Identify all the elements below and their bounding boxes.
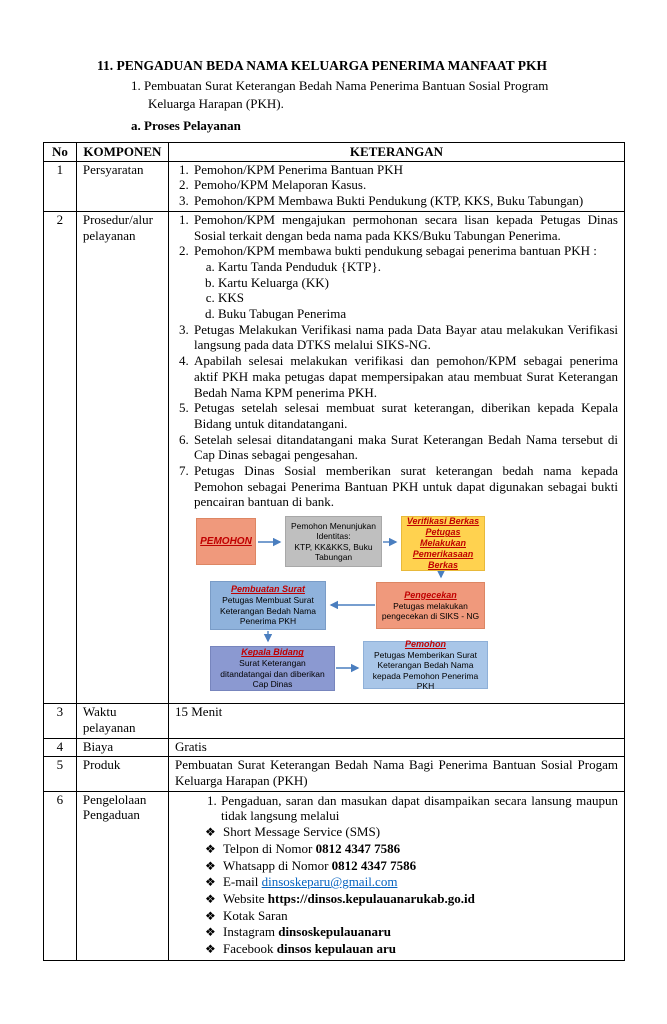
row-no: 1 [44,161,77,211]
table-row-produk [44,757,625,791]
flow-box-body: Petugas melakukan pengecekan di SIKS - NG [381,600,480,622]
row-no: 2 [44,211,77,703]
flow-box-body: Petugas Membuat Surat Keterangan Bedah Nama Penerima PKH [220,595,316,627]
flow-box-title: Verifikasi Berkas Petugas Melakukan Pemerikasaan Berkas [406,516,480,571]
list-item [192,243,618,322]
flow-box-body: KTP, KK&KKS, Buku Tabungan [294,541,373,563]
row-komponen: Produk [76,757,168,791]
contact-phone-number: 0812 4347 7586 [331,857,417,873]
diamond-bullet-icon: ❖ [204,942,216,957]
sub-list-item: c. KKS [218,290,618,306]
flow-box-body: Petugas Memberikan Surat Keterangan Bedah Nama kepada Pemohon Penerima PKH [372,649,479,692]
contact-text: Whatsapp di Nomor [222,857,332,873]
contact-item-facebook [205,941,618,958]
flow-box-pemohon [196,518,256,565]
contact-text: Website [222,890,268,906]
table-row-prosedur [44,211,625,703]
list-item: 5. Petugas setelah selesai membuat surat keterangan, diberikan kepada Kepala Bidang untuk ditandatangani. [192,400,618,431]
row-komponen: Biaya [76,738,168,757]
flow-box-title: Kepala Bidang [241,647,304,658]
contact-item-telpon [205,841,618,858]
persyaratan-list [175,162,618,209]
website-url: https://dinsos.kepulauanarukab.go.id [267,890,475,906]
col-header-komponen: KOMPONEN [76,143,168,162]
diamond-bullet-icon: ❖ [204,908,216,923]
row-keterangan [168,161,624,211]
diamond-bullet-icon: ❖ [204,858,216,873]
bukti-sub-list [194,259,618,322]
sub-list-item: a. Kartu Tanda Penduduk {KTP}. [218,259,618,275]
email-link[interactable]: dinsoskeparu@gmail.com [261,874,398,890]
flow-box-title: Pemohon [404,638,446,649]
table-header-row [44,143,625,162]
contact-text: Short Message Service (SMS) [222,824,381,840]
flow-box-title: Pengecekan [404,589,457,600]
list-item: 1. Pemohon/KPM Penerima Bantuan PKH [192,162,618,178]
service-table [43,142,625,961]
flow-box-pemohon-penerima [363,638,488,692]
list-item: 2. Pemoho/KPM Melaporan Kasus. [192,177,618,193]
row-keterangan: Pembuatan Surat Keterangan Bedah Nama Bagi Penerima Bantuan Sosial Progam Keluarga Harapan (PKH) [168,757,624,791]
contact-text: E-mail [222,874,262,890]
contact-item-instagram [205,924,618,941]
table-row-pengelolaan [44,791,625,960]
flow-box-pengecekan [376,582,485,629]
pengaduan-intro [175,793,618,824]
row-keterangan: Gratis [168,738,624,757]
row-no: 6 [44,791,77,960]
flow-box-pembuatan-surat [210,581,326,630]
contact-phone-number: 0812 4347 7586 [315,840,401,856]
row-komponen: Pengelolaan Pengaduan [76,791,168,960]
contact-text: Telpon di Nomor [222,840,316,856]
prosedur-list [175,212,618,510]
contact-item-website [205,891,618,908]
service-flowchart [175,515,618,699]
list-item: 4. Apabilah selesai melakukan verifikasi dan pemohon/KPM sebagai penerima aktif PKH maka petugas dapat mempersipakan atau membuat Surat Keterangan Bedah Nama KPM penerima PKH. [192,353,618,400]
col-header-keterangan: KETERANGAN [168,143,624,162]
contact-text: Instagram [222,924,279,940]
table-row-waktu [44,704,625,738]
list-item-text: Pemohon/KPM membawa bukti pendukung sebagai penerima bantuan PKH : [193,243,597,259]
row-no: 4 [44,738,77,757]
row-komponen: Persyaratan [76,161,168,211]
row-no: 5 [44,757,77,791]
subtitle-line-2: Keluarga Harapan (PKH). [148,96,284,111]
row-keterangan: 15 Menit [168,704,624,738]
list-item: 1. Pemohon/KPM mengajukan permohonan secara lisan kepada Petugas Dinas Sosial terkait dengan beda nama pada KKS/Buku Tabungan Penerima. [192,212,618,243]
flow-box-kepala-bidang [210,646,335,691]
contact-text: Facebook [222,941,277,957]
section-label: a. Proses Pelayanan [131,118,241,133]
flow-box-verifikasi [401,516,485,571]
row-komponen: Prosedur/alur pelayanan [76,211,168,703]
diamond-bullet-icon: ❖ [204,875,216,890]
contact-item-email [205,874,618,891]
facebook-handle: dinsos kepulauan aru [276,941,397,957]
table-row-persyaratan [44,161,625,211]
contact-channel-list [175,824,618,958]
flow-box-title: PEMOHON [200,536,252,548]
row-keterangan [168,211,624,703]
flow-box-body: Surat Keterangan ditandatangai dan diberikan Cap Dinas [220,658,325,690]
row-no: 3 [44,704,77,738]
sub-list-item: b. Kartu Keluarga (KK) [218,275,618,291]
flow-box-body: Pemohon Menunjukan Identitas: [290,520,377,542]
col-header-no: No [44,143,77,162]
diamond-bullet-icon: ❖ [204,891,216,906]
row-keterangan [168,791,624,960]
list-item: 6. Setelah selesai ditandatangani maka Surat Keterangan Bedah Nama tersebut di Cap Dinas sebagai pengesahan. [192,432,618,463]
flow-box-identitas [285,516,382,567]
subtitle-line-1: 1. Pembuatan Surat Keterangan Bedah Nama Penerima Bantuan Sosial Program [131,78,549,93]
diamond-bullet-icon: ❖ [204,841,216,856]
contact-item-sms [205,824,618,841]
diamond-bullet-icon: ❖ [204,925,216,940]
item-text: Pengaduan, saran dan masukan dapat disampaikan secara lansung maupun tidak langsung melalui [220,792,618,824]
contact-text: Kotak Saran [222,907,288,923]
flow-box-title: Pembuatan Surat [230,584,305,595]
item-number: 1. [206,792,217,808]
list-item: 3. Petugas Melakukan Verifikasi nama pada Data Bayar atau melakukan Verifikasi langsung pada data DTKS melalui SIKS-NG. [192,322,618,353]
list-item: 3. Pemohon/KPM Membawa Bukti Pendukung (KTP, KKS, Buku Tabungan) [192,193,618,209]
contact-item-whatsapp [205,858,618,875]
instagram-handle: dinsoskepulauanaru [278,924,391,940]
sub-list-item: d. Buku Tabugan Penerima [218,306,618,322]
table-row-biaya [44,738,625,757]
page-title: 11. PENGADUAN BEDA NAMA KELUARGA PENERIMA MANFAAT PKH [97,58,548,73]
diamond-bullet-icon: ❖ [204,825,216,840]
row-komponen: Waktu pelayanan [76,704,168,738]
document-content [43,57,625,961]
contact-item-kotak-saran [205,908,618,925]
list-item: 7. Petugas Dinas Sosial memberikan surat keterangan bedah nama kepada Pemohon sebagai Penerima Bantuan PKH untuk dapat digunakan sebagai bukti pencairan bantuan di bank. [192,463,618,510]
